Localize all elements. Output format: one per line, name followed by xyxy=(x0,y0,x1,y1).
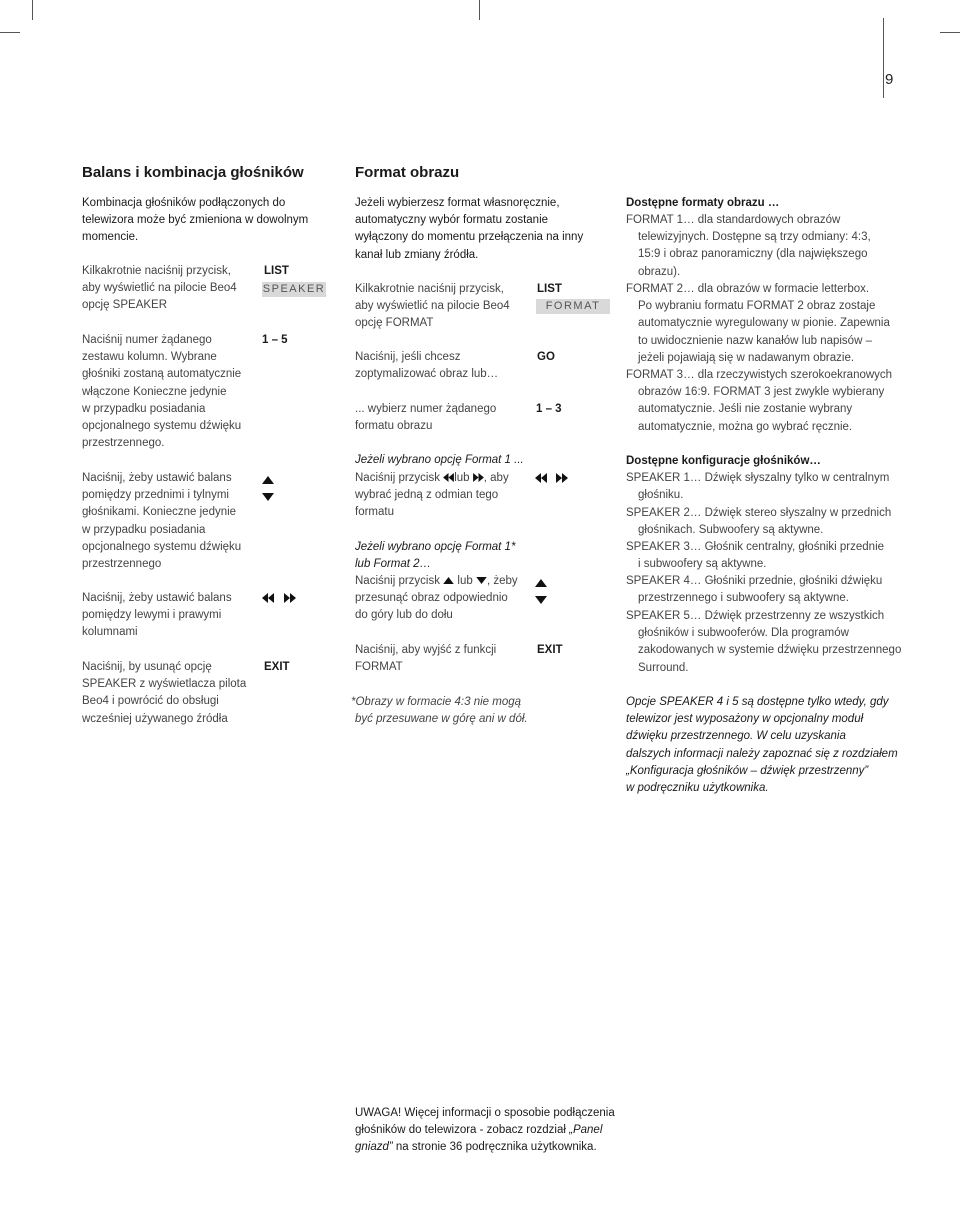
balance-step-left-right: Naciśnij, żeby ustawić balans pomiędzy lewymi i prawymi kolumnami xyxy=(82,592,232,639)
format2-condition: Jeżeli wybrano opcję Format 1* lub Format 2… xyxy=(355,541,516,571)
rewind-icon xyxy=(262,593,274,603)
speakers-title: Dostępne konfiguracje głośników… xyxy=(626,455,821,467)
format-step-exit: Naciśnij, aby wyjść z funkcji FORMAT xyxy=(355,644,497,674)
crop-mark-top-mid xyxy=(479,0,480,20)
format-3-desc: FORMAT 3… dla rzeczywistych szerokoekranowych obrazów 16:9. FORMAT 3 jest zwykle wybierany automatycznie. Jeśli nie zostanie wybrany automatycznie, można go wybrać ręcznie. xyxy=(626,369,893,433)
go-key: GO xyxy=(537,351,555,363)
format-number-keys: 1 – 3 xyxy=(536,403,562,415)
speaker-display: SPEAKER xyxy=(262,283,326,295)
crop-mark-top-left xyxy=(32,0,33,20)
speaker-4-desc: SPEAKER 4… Głośniki przednie, głośniki dźwięku przestrzennego i subwoofery są aktywne. xyxy=(626,575,883,605)
number-keys: 1 – 5 xyxy=(262,334,288,346)
format1-condition: Jeżeli wybrano opcję Format 1 ... xyxy=(355,454,524,466)
balance-step-exit: Naciśnij, by usunąć opcję SPEAKER z wyświetlacza pilota Beo4 i powrócić do obsługi wcześniej używanego źródła xyxy=(82,661,247,725)
format-exit-key: EXIT xyxy=(537,644,563,656)
list-key: LIST xyxy=(264,265,289,277)
balance-step-number: Naciśnij numer żądanego zestawu kolumn. Wybrane głośniki zostaną automatycznie włączone Konieczne jedynie w przypadku posiadania opcjonalnego systemu dźwięku przestrzennego. xyxy=(82,334,242,450)
format1-step: Naciśnij przycisk lub , aby wybrać jedną z odmian tego formatu xyxy=(355,472,509,519)
fast-forward-icon xyxy=(473,473,484,482)
formats-title: Dostępne formaty obrazu … xyxy=(626,197,780,209)
balance-step-list: Kilkakrotnie naciśnij przycisk, aby wyświetlić na pilocie Beo4 opcję SPEAKER xyxy=(82,265,237,312)
format-2-desc: FORMAT 2… dla obrazów w formacie letterbox. Po wybraniu formatu FORMAT 2 obraz zostaje automatycznie wyregulowany w pionie. Zapewnia to uwidocznienie nazw kanałów lub napisów – jeżeli pojawiają się w nadawanym obrazie. xyxy=(626,283,890,364)
speaker-note: Opcje SPEAKER 4 i 5 są dostępne tylko wtedy, gdy telewizor jest wyposażony w opcjonalny moduł dźwięku przestrzennego. W celu uzyskania dalszych informacji należy zapoznać się z rozdziałem „Konfiguracja głośników – dźwięk przestrzenny” w podręczniku użytkownika. xyxy=(626,696,898,795)
format-section-title: Format obrazu xyxy=(355,164,460,181)
format-1-desc: FORMAT 1… dla standardowych obrazów telewizyjnych. Dostępne są trzy odmiany: 4:3, 15:9 i obraz panoramiczny (dla największego obrazu). xyxy=(626,214,871,278)
speaker-3-desc: SPEAKER 3… Głośnik centralny, głośniki przednie i subwoofery są aktywne. xyxy=(626,541,885,571)
arrow-up-icon xyxy=(262,476,274,484)
speaker-1-desc: SPEAKER 1… Dźwięk słyszalny tylko w centralnym głośniku. xyxy=(626,472,890,502)
rewind-icon xyxy=(535,473,547,483)
arrow-up-icon xyxy=(443,577,454,584)
format-display: FORMAT xyxy=(536,299,610,314)
arrow-down-icon xyxy=(535,596,547,604)
format-intro: Jeżeli wybierzesz format własnoręcznie, automatyczny wybór formatu zostanie wyłączony do momentu przełączenia na inny kanał lub zmiany źródła. xyxy=(355,197,584,261)
rewind-icon xyxy=(443,473,454,482)
balance-step-front-rear: Naciśnij, żeby ustawić balans pomiędzy przednimi i tylnymi głośnikami. Konieczne jedynie w przypadku posiadania opcjonalnego systemu dźwięku przestrzennego xyxy=(82,472,242,571)
list-key-format: LIST xyxy=(537,283,562,295)
arrow-down-icon xyxy=(476,577,487,584)
exit-key: EXIT xyxy=(264,661,290,673)
crop-mark-right-top xyxy=(940,32,960,33)
fast-forward-icon xyxy=(556,473,568,483)
format-step-go: Naciśnij, jeśli chcesz zoptymalizować obraz lub… xyxy=(355,351,499,381)
format-step-list: Kilkakrotnie naciśnij przycisk, aby wyświetlić na pilocie Beo4 opcję FORMAT xyxy=(355,283,510,330)
speaker-2-desc: SPEAKER 2… Dźwięk stereo słyszalny w przednich głośnikach. Subwoofery są aktywne. xyxy=(626,507,892,537)
crop-mark-left-top xyxy=(0,32,20,33)
fast-forward-icon xyxy=(284,593,296,603)
format-step-number: ... wybierz numer żądanego formatu obrazu xyxy=(355,403,497,433)
page-edge-line xyxy=(883,18,884,98)
arrow-down-icon xyxy=(262,493,274,501)
page-number: 9 xyxy=(885,71,894,88)
arrow-up-icon xyxy=(535,579,547,587)
format2-step: Naciśnij przycisk lub , żeby przesunąć obraz odpowiednio do góry lub do dołu xyxy=(355,575,518,622)
speaker-5-desc: SPEAKER 5… Dźwięk przestrzenny ze wszystkich głośników i subwooferów. Dla programów zakodowanych w systemie dźwięku przestrzennego Surround. xyxy=(626,610,902,674)
format-footnote: *Obrazy w formacie 4:3 nie mogą być przesuwane w górę ani w dół. xyxy=(351,696,528,726)
balance-section-title: Balans i kombinacja głośników xyxy=(82,164,304,181)
bottom-note: UWAGA! Więcej informacji o sposobie podłączenia głośników do telewizora - zobacz rozdział „Panel gniazd” na stronie 36 podręcznika użytkownika. xyxy=(355,1107,615,1154)
balance-intro: Kombinacja głośników podłączonych do telewizora może być zmieniona w dowolnym momencie. xyxy=(82,197,309,244)
